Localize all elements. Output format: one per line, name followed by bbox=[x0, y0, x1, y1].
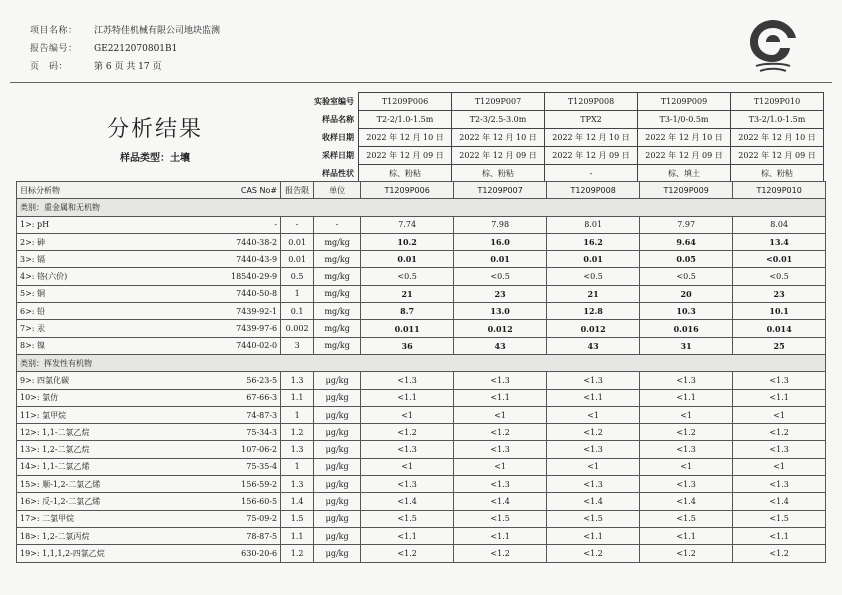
header-unit: 单位 bbox=[314, 182, 361, 199]
result-value: <0.5 bbox=[733, 268, 826, 285]
table-row bbox=[17, 251, 826, 268]
result-value: <1.3 bbox=[640, 372, 733, 389]
cas-number: 7440-50-8 bbox=[228, 285, 281, 302]
sample-info-cell: 2022 年 12 月 09 日 bbox=[452, 147, 545, 165]
result-value: <1.3 bbox=[361, 476, 454, 493]
sample-type: 样品类型：土壤 bbox=[120, 153, 190, 164]
analyte-name: 5>: 铜 bbox=[17, 285, 229, 302]
header-divider bbox=[10, 82, 832, 83]
report-limit: 1 bbox=[281, 458, 314, 475]
analyte-name: 8>: 镍 bbox=[17, 337, 229, 354]
cas-number: 18540-29-9 bbox=[228, 268, 281, 285]
result-value: 10.3 bbox=[640, 303, 733, 320]
cas-number: 67-66-3 bbox=[228, 389, 281, 406]
analyte-name: 11>: 氯甲烷 bbox=[17, 406, 229, 423]
table-row bbox=[17, 406, 826, 423]
table-row bbox=[17, 441, 826, 458]
sample-info-row bbox=[300, 165, 824, 183]
unit: mg/kg bbox=[314, 251, 361, 268]
analyte-name: 14>: 1,1-二氯乙烯 bbox=[17, 458, 229, 475]
result-value: <1.3 bbox=[454, 372, 547, 389]
unit: mg/kg bbox=[314, 320, 361, 337]
unit: μg/kg bbox=[314, 406, 361, 423]
analyte-name: 18>: 1,2-二氯丙烷 bbox=[17, 527, 229, 544]
header-sample: T1209P007 bbox=[454, 182, 547, 199]
header-sample: T1209P008 bbox=[547, 182, 640, 199]
page-number-row bbox=[30, 58, 650, 76]
unit: mg/kg bbox=[314, 268, 361, 285]
result-value: 20 bbox=[640, 285, 733, 302]
result-value: <1.1 bbox=[640, 389, 733, 406]
result-value: 7.74 bbox=[361, 216, 454, 233]
cas-number: 7439-92-1 bbox=[228, 303, 281, 320]
analyte-name: 6>: 铅 bbox=[17, 303, 229, 320]
report-limit: - bbox=[281, 216, 314, 233]
result-value: <1.4 bbox=[547, 493, 640, 510]
result-value: <1.3 bbox=[547, 476, 640, 493]
report-limit: 1.2 bbox=[281, 424, 314, 441]
unit: μg/kg bbox=[314, 545, 361, 562]
result-value: <0.5 bbox=[361, 268, 454, 285]
result-value: 7.97 bbox=[640, 216, 733, 233]
cas-number: 56-23-5 bbox=[228, 372, 281, 389]
result-value: 16.0 bbox=[454, 233, 547, 250]
header-sample: T1209P010 bbox=[733, 182, 826, 199]
table-row bbox=[17, 510, 826, 527]
result-value: 36 bbox=[361, 337, 454, 354]
cas-number: 75-34-3 bbox=[228, 424, 281, 441]
sample-info-cell: 2022 年 12 月 09 日 bbox=[731, 147, 824, 165]
table-row bbox=[17, 337, 826, 354]
unit: μg/kg bbox=[314, 424, 361, 441]
page-title: 分析结果 bbox=[106, 117, 203, 142]
project-value: 江苏特佳机械有限公司地块监测 bbox=[94, 26, 221, 36]
unit: μg/kg bbox=[314, 527, 361, 544]
sample-info-cell: 2022 年 12 月 10 日 bbox=[731, 129, 824, 147]
header-limit: 报告限 bbox=[281, 182, 314, 199]
cas-number: 75-09-2 bbox=[228, 510, 281, 527]
table-row bbox=[17, 424, 826, 441]
result-value: <1.1 bbox=[733, 389, 826, 406]
result-value: <1 bbox=[640, 406, 733, 423]
result-value: 16.2 bbox=[547, 233, 640, 250]
header-item: 目标分析物 bbox=[17, 182, 229, 199]
company-logo-icon bbox=[742, 14, 804, 76]
title-block bbox=[60, 112, 250, 164]
table-row bbox=[17, 320, 826, 337]
sample-info-cell: 2022 年 12 月 10 日 bbox=[638, 129, 731, 147]
result-value: <1 bbox=[454, 406, 547, 423]
unit: μg/kg bbox=[314, 493, 361, 510]
sample-info-cell: T3-2/1.0-1.5m bbox=[731, 111, 824, 129]
result-value: 0.014 bbox=[733, 320, 826, 337]
analyte-name: 3>: 镉 bbox=[17, 251, 229, 268]
result-value: <0.5 bbox=[640, 268, 733, 285]
sample-info-row bbox=[300, 129, 824, 147]
sample-info-cell: 棕、粉粘 bbox=[452, 165, 545, 183]
result-value: <1.5 bbox=[547, 510, 640, 527]
table-row bbox=[17, 372, 826, 389]
result-value: <1.3 bbox=[640, 441, 733, 458]
result-value: <1.3 bbox=[454, 441, 547, 458]
result-value: <0.01 bbox=[733, 251, 826, 268]
report-number-row bbox=[30, 40, 650, 58]
result-value: <1.5 bbox=[361, 510, 454, 527]
sample-info-cell: T2-2/1.0-1.5m bbox=[359, 111, 452, 129]
result-value: 12.8 bbox=[547, 303, 640, 320]
result-value: <0.5 bbox=[547, 268, 640, 285]
result-value: 8.04 bbox=[733, 216, 826, 233]
category-label: 类别：重金属和无机物 bbox=[17, 199, 826, 216]
result-value: 43 bbox=[547, 337, 640, 354]
sample-info-label: 实验室编号 bbox=[314, 97, 354, 106]
cas-number: 107-06-2 bbox=[228, 441, 281, 458]
unit: - bbox=[314, 216, 361, 233]
report-number-value: GE2212070801B1 bbox=[94, 44, 178, 54]
report-limit: 1.2 bbox=[281, 545, 314, 562]
report-limit: 1.1 bbox=[281, 527, 314, 544]
result-value: <1.3 bbox=[547, 441, 640, 458]
analyte-name: 19>: 1,1,1,2-四氯乙烷 bbox=[17, 545, 229, 562]
header-cas: CAS No# bbox=[228, 182, 281, 199]
report-limit: 0.002 bbox=[281, 320, 314, 337]
report-limit: 0.1 bbox=[281, 303, 314, 320]
result-value: <1 bbox=[733, 406, 826, 423]
project-row bbox=[30, 22, 650, 40]
report-limit: 0.5 bbox=[281, 268, 314, 285]
analyte-name: 9>: 四氯化碳 bbox=[17, 372, 229, 389]
analyte-name: 10>: 氯仿 bbox=[17, 389, 229, 406]
result-value: 0.012 bbox=[454, 320, 547, 337]
result-value: <1 bbox=[361, 458, 454, 475]
result-value: <1.2 bbox=[547, 424, 640, 441]
cas-number: 7439-97-6 bbox=[228, 320, 281, 337]
sample-info-cell: 2022 年 12 月 09 日 bbox=[359, 147, 452, 165]
unit: μg/kg bbox=[314, 458, 361, 475]
result-value: <1 bbox=[361, 406, 454, 423]
result-value: 10.2 bbox=[361, 233, 454, 250]
table-row bbox=[17, 476, 826, 493]
result-value: 7.98 bbox=[454, 216, 547, 233]
result-value: <1.1 bbox=[547, 527, 640, 544]
result-value: <1.1 bbox=[640, 527, 733, 544]
result-value: <1 bbox=[547, 458, 640, 475]
result-value: 8.7 bbox=[361, 303, 454, 320]
result-value: <1.2 bbox=[454, 424, 547, 441]
analyte-name: 1>: pH bbox=[17, 216, 229, 233]
result-value: <1.3 bbox=[733, 441, 826, 458]
unit: μg/kg bbox=[314, 441, 361, 458]
result-value: <1.4 bbox=[361, 493, 454, 510]
result-value: <1.4 bbox=[733, 493, 826, 510]
result-value: 31 bbox=[640, 337, 733, 354]
cas-number: - bbox=[228, 216, 281, 233]
category-label: 类别：挥发性有机物 bbox=[17, 354, 826, 371]
table-row bbox=[17, 458, 826, 475]
table-row bbox=[17, 545, 826, 562]
report-limit: 1.3 bbox=[281, 476, 314, 493]
unit: μg/kg bbox=[314, 510, 361, 527]
sample-info-cell: 2022 年 12 月 09 日 bbox=[638, 147, 731, 165]
analyte-name: 16>: 反-1,2-二氯乙烯 bbox=[17, 493, 229, 510]
result-value: <1.1 bbox=[547, 389, 640, 406]
result-value: 43 bbox=[454, 337, 547, 354]
report-limit: 1.3 bbox=[281, 441, 314, 458]
sample-info-label: 样品性状 bbox=[322, 169, 354, 178]
result-value: 13.0 bbox=[454, 303, 547, 320]
cas-number: 75-35-4 bbox=[228, 458, 281, 475]
sample-info-cell: T3-1/0-0.5m bbox=[638, 111, 731, 129]
page-number-label: 页 码： bbox=[30, 62, 69, 72]
sample-info-table bbox=[300, 92, 824, 183]
result-value: 10.1 bbox=[733, 303, 826, 320]
cas-number: 74-87-3 bbox=[228, 406, 281, 423]
cas-number: 156-60-5 bbox=[228, 493, 281, 510]
table-row bbox=[17, 268, 826, 285]
sample-info-cell: 棕、填土 bbox=[638, 165, 731, 183]
analyte-name: 12>: 1,1-二氯乙烷 bbox=[17, 424, 229, 441]
result-value: <1.1 bbox=[361, 527, 454, 544]
sample-info-cell: T1209P008 bbox=[545, 93, 638, 111]
sample-info-cell: 2022 年 12 月 10 日 bbox=[545, 129, 638, 147]
sample-info-cell: T1209P006 bbox=[359, 93, 452, 111]
result-value: 21 bbox=[361, 285, 454, 302]
result-value: <1.3 bbox=[547, 372, 640, 389]
result-value: <1.3 bbox=[733, 372, 826, 389]
category-row bbox=[17, 354, 826, 371]
report-limit: 1 bbox=[281, 285, 314, 302]
project-label: 项目名称： bbox=[30, 26, 78, 36]
unit: mg/kg bbox=[314, 337, 361, 354]
result-value: <1 bbox=[733, 458, 826, 475]
unit: μg/kg bbox=[314, 476, 361, 493]
analyte-name: 7>: 汞 bbox=[17, 320, 229, 337]
result-value: 9.64 bbox=[640, 233, 733, 250]
result-value: 0.011 bbox=[361, 320, 454, 337]
result-value: 0.01 bbox=[547, 251, 640, 268]
unit: mg/kg bbox=[314, 303, 361, 320]
result-value: 8.01 bbox=[547, 216, 640, 233]
result-value: <1.2 bbox=[361, 545, 454, 562]
result-value: 0.01 bbox=[361, 251, 454, 268]
report-limit: 0.01 bbox=[281, 233, 314, 250]
result-value: <1.1 bbox=[454, 389, 547, 406]
result-value: 25 bbox=[733, 337, 826, 354]
result-value: <1.1 bbox=[733, 527, 826, 544]
result-value: <1.3 bbox=[361, 441, 454, 458]
results-table bbox=[16, 181, 826, 563]
result-value: <1.4 bbox=[454, 493, 547, 510]
report-limit: 1.3 bbox=[281, 372, 314, 389]
sample-info-cell: 2022 年 12 月 10 日 bbox=[359, 129, 452, 147]
result-value: 0.05 bbox=[640, 251, 733, 268]
table-row bbox=[17, 285, 826, 302]
sample-info-cell: TPX2 bbox=[545, 111, 638, 129]
result-value: <1.2 bbox=[733, 545, 826, 562]
analyte-name: 4>: 铬(六价) bbox=[17, 268, 229, 285]
report-limit: 1.5 bbox=[281, 510, 314, 527]
result-value: <1.3 bbox=[361, 372, 454, 389]
analyte-name: 13>: 1,2-二氯乙烷 bbox=[17, 441, 229, 458]
result-value: 21 bbox=[547, 285, 640, 302]
unit: mg/kg bbox=[314, 233, 361, 250]
report-number-label: 报告编号： bbox=[30, 44, 78, 54]
report-limit: 1 bbox=[281, 406, 314, 423]
table-row bbox=[17, 233, 826, 250]
result-value: 13.4 bbox=[733, 233, 826, 250]
table-row bbox=[17, 493, 826, 510]
result-value: <1.2 bbox=[640, 424, 733, 441]
analyte-name: 2>: 砷 bbox=[17, 233, 229, 250]
cas-number: 7440-43-9 bbox=[228, 251, 281, 268]
analyte-name: 17>: 二氯甲烷 bbox=[17, 510, 229, 527]
sample-info-label: 采样日期 bbox=[322, 151, 354, 160]
sample-info-cell: 棕、粉粘 bbox=[359, 165, 452, 183]
sample-info-label: 样品名称 bbox=[322, 115, 354, 124]
analyte-name: 15>: 顺-1,2-二氯乙烯 bbox=[17, 476, 229, 493]
result-value: <1.3 bbox=[733, 476, 826, 493]
page-number-value: 第 6 页 共 17 页 bbox=[94, 62, 162, 72]
table-row bbox=[17, 527, 826, 544]
result-value: <1.2 bbox=[361, 424, 454, 441]
result-value: <1.2 bbox=[547, 545, 640, 562]
header-sample: T1209P006 bbox=[361, 182, 454, 199]
sample-info-row bbox=[300, 147, 824, 165]
result-value: 23 bbox=[733, 285, 826, 302]
header-sample: T1209P009 bbox=[640, 182, 733, 199]
result-value: <1 bbox=[640, 458, 733, 475]
report-limit: 0.01 bbox=[281, 251, 314, 268]
result-value: <1.1 bbox=[361, 389, 454, 406]
result-value: 0.012 bbox=[547, 320, 640, 337]
table-row bbox=[17, 216, 826, 233]
result-value: <1 bbox=[454, 458, 547, 475]
result-value: <1.2 bbox=[733, 424, 826, 441]
cas-number: 156-59-2 bbox=[228, 476, 281, 493]
unit: μg/kg bbox=[314, 372, 361, 389]
result-value: <1.2 bbox=[640, 545, 733, 562]
result-value: <0.5 bbox=[454, 268, 547, 285]
report-limit: 1.4 bbox=[281, 493, 314, 510]
results-header-row bbox=[17, 182, 826, 199]
cas-number: 7440-02-0 bbox=[228, 337, 281, 354]
result-value: 23 bbox=[454, 285, 547, 302]
cas-number: 7440-38-2 bbox=[228, 233, 281, 250]
sample-info-cell: T1209P009 bbox=[638, 93, 731, 111]
report-limit: 1.1 bbox=[281, 389, 314, 406]
sample-info-cell: - bbox=[545, 165, 638, 183]
sample-info-cell: 棕、粉粘 bbox=[731, 165, 824, 183]
result-value: 0.01 bbox=[454, 251, 547, 268]
sample-info-cell: T1209P010 bbox=[731, 93, 824, 111]
result-value: <1.5 bbox=[640, 510, 733, 527]
unit: mg/kg bbox=[314, 285, 361, 302]
result-value: <1.5 bbox=[454, 510, 547, 527]
sample-info-label: 收样日期 bbox=[322, 133, 354, 142]
result-value: <1.4 bbox=[640, 493, 733, 510]
result-value: 0.016 bbox=[640, 320, 733, 337]
table-row bbox=[17, 303, 826, 320]
sample-info-cell: 2022 年 12 月 09 日 bbox=[545, 147, 638, 165]
category-row bbox=[17, 199, 826, 216]
sample-info-cell: T1209P007 bbox=[452, 93, 545, 111]
result-value: <1.3 bbox=[454, 476, 547, 493]
cas-number: 78-87-5 bbox=[228, 527, 281, 544]
result-value: <1.3 bbox=[640, 476, 733, 493]
result-value: <1.2 bbox=[454, 545, 547, 562]
result-value: <1 bbox=[547, 406, 640, 423]
cas-number: 630-20-6 bbox=[228, 545, 281, 562]
sample-info-row bbox=[300, 111, 824, 129]
report-header bbox=[30, 22, 650, 76]
sample-info-cell: 2022 年 12 月 10 日 bbox=[452, 129, 545, 147]
table-row bbox=[17, 389, 826, 406]
unit: μg/kg bbox=[314, 389, 361, 406]
sample-info-row bbox=[300, 93, 824, 111]
result-value: <1.1 bbox=[454, 527, 547, 544]
report-limit: 3 bbox=[281, 337, 314, 354]
result-value: <1.5 bbox=[733, 510, 826, 527]
sample-info-cell: T2-3/2.5-3.0m bbox=[452, 111, 545, 129]
